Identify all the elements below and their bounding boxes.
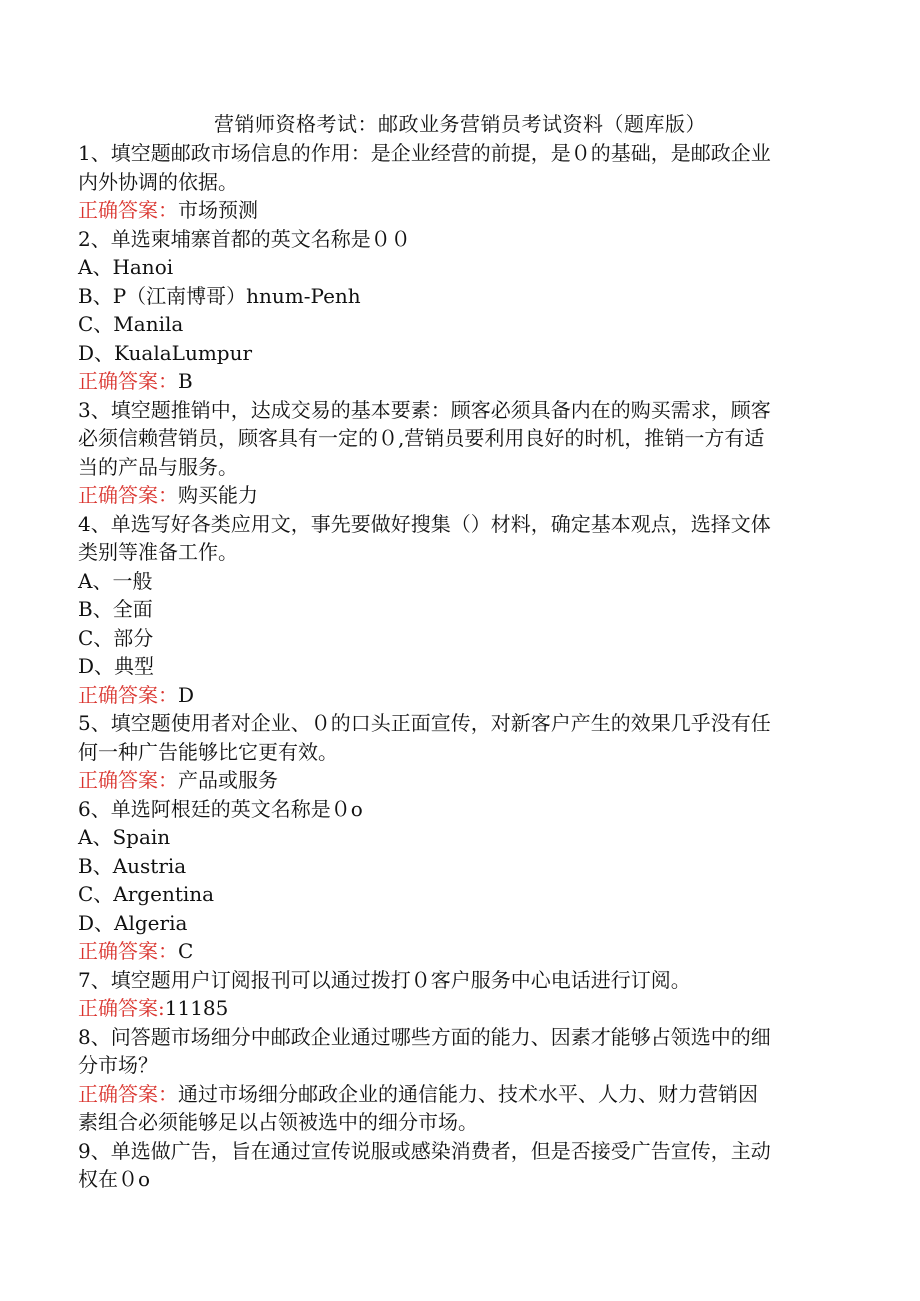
- answer-label: 正确答案:: [78, 996, 165, 1020]
- answer-value: 产品或服务: [178, 768, 278, 792]
- question-8: [78, 1023, 838, 1137]
- question-4: [78, 510, 838, 710]
- answer-label: 正确答案：: [78, 1081, 178, 1106]
- question-text-line: 8、问答题市场细分中邮政企业通过哪些方面的能力、因素才能够占领选中的细: [78, 1024, 771, 1049]
- answer-line: [78, 367, 838, 396]
- question-7: [78, 966, 838, 1023]
- answer-continuation: 素组合必须能够足以占领被选中的细分市场。: [78, 1110, 478, 1134]
- answer-line: [78, 994, 838, 1023]
- answer-label: 正确答案：: [78, 939, 178, 963]
- question-text-line: 2、单选柬埔寨首都的英文名称是００: [78, 226, 411, 251]
- answer-value: 市场预测: [178, 198, 258, 222]
- question-text-line: 4、单选写好各类应用文，事先要做好搜集（）材料，确定基本观点，选择文体: [78, 511, 771, 536]
- answer-value: C: [178, 939, 194, 963]
- answer-label: 正确答案：: [78, 369, 178, 393]
- option-b: B、全面: [78, 597, 153, 621]
- question-1: [78, 139, 838, 225]
- answer-label: 正确答案：: [78, 768, 178, 792]
- answer-line: [78, 766, 838, 795]
- answer-value: 11185: [164, 996, 229, 1020]
- answer-value: D: [178, 682, 195, 707]
- answer-value: B: [178, 369, 193, 393]
- option-c: C、部分: [78, 625, 154, 650]
- option-a: A、Spain: [78, 825, 171, 849]
- answer-line: [78, 681, 838, 710]
- question-2: [78, 225, 838, 396]
- option-d: D、KualaLumpur: [78, 340, 253, 365]
- answer-line: [78, 1080, 838, 1109]
- question-list: [78, 139, 838, 1194]
- page-title: 营销师资格考试：邮政业务营销员考试资料（题库版）: [214, 112, 706, 136]
- option-c: C、Argentina: [78, 882, 215, 906]
- option-b: B、P（江南博哥）hnum-Penh: [78, 283, 361, 308]
- question-text-line: 当的产品与服务。: [78, 454, 238, 479]
- question-6: [78, 795, 838, 966]
- answer-line: [78, 937, 838, 966]
- question-5: [78, 709, 838, 795]
- option-d: D、Algeria: [78, 910, 188, 935]
- question-text-line: 5、填空题使用者对企业、０的口头正面宣传，对新客户产生的效果几乎没有任: [78, 711, 771, 735]
- answer-value: 购买能力: [178, 483, 258, 507]
- question-text-line: 3、填空题推销中，达成交易的基本要素：顾客必须具备内在的购买需求，顾客: [78, 397, 771, 422]
- question-text-line: 权在０o: [78, 1167, 151, 1191]
- question-text-line: 6、单选阿根廷的英文名称是０o: [78, 796, 363, 821]
- answer-label: 正确答案：: [78, 198, 178, 222]
- question-3: [78, 396, 838, 510]
- option-a: A、一般: [78, 568, 153, 593]
- option-c: C、Manila: [78, 312, 184, 336]
- option-a: A、Hanoi: [78, 255, 174, 279]
- question-9: [78, 1137, 838, 1194]
- option-d: D、典型: [78, 654, 155, 678]
- answer-line: [78, 196, 838, 225]
- question-text-line: 1、填空题邮政市场信息的作用：是企业经营的前提，是０的基础，是邮政企业: [78, 141, 771, 165]
- question-text-line: 9、单选做广告，旨在通过宣传说服或感染消费者，但是否接受广告宣传，主动: [78, 1138, 771, 1163]
- question-text-line: 内外协调的依据。: [78, 169, 238, 194]
- answer-label: 正确答案：: [78, 682, 178, 707]
- question-text-line: 何一种广告能够比它更有效。: [78, 739, 338, 764]
- question-text-line: 7、填空题用户订阅报刊可以通过拨打０客户服务中心电话进行订阅。: [78, 967, 691, 992]
- question-text-line: 分市场？: [78, 1053, 158, 1077]
- question-text-line: 类别等准备工作。: [78, 540, 238, 564]
- answer-line: [78, 481, 838, 510]
- answer-value: 通过市场细分邮政企业的通信能力、技术水平、人力、财力营销因: [178, 1081, 758, 1106]
- question-text-line: 必须信赖营销员，顾客具有一定的０,营销员要利用良好的时机，推销一方有适: [78, 426, 765, 450]
- answer-label: 正确答案：: [78, 483, 178, 507]
- option-b: B、Austria: [78, 853, 187, 878]
